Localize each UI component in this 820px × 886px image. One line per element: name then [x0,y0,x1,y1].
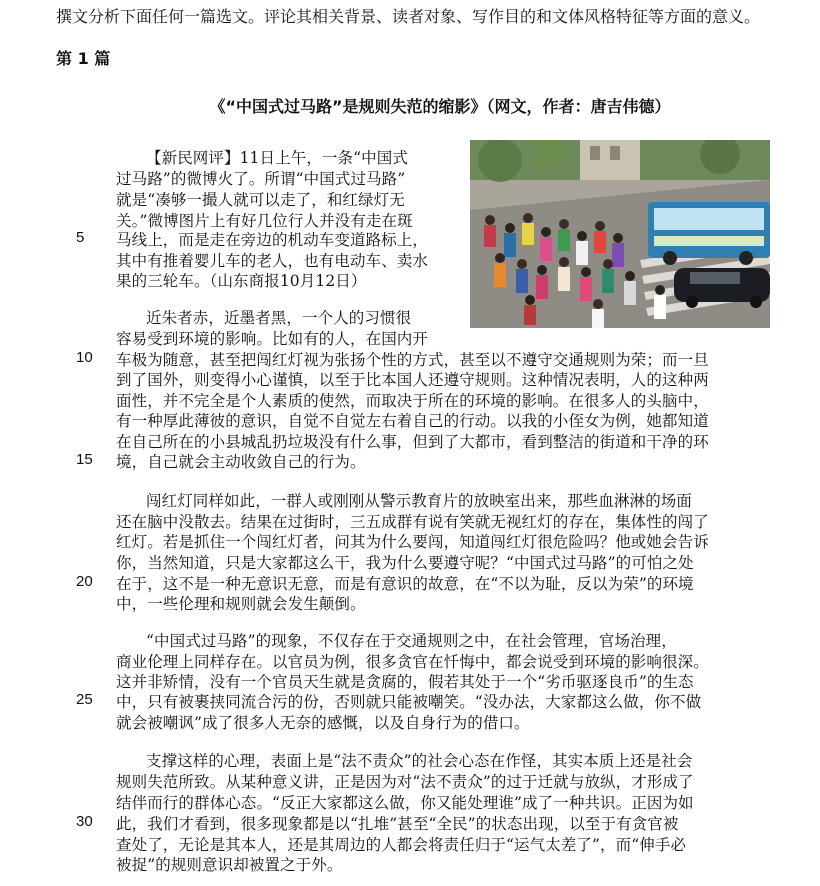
text-line: 在自己所在的小县城乱扔垃圾没有什么事，但到了大都市，看到整洁的街道和干净的环 [116,433,709,451]
text-line: 闯红灯同样如此，一群人或刚刚从警示教育片的放映室出来，那些血淋淋的场面 [146,492,693,510]
text-line: 此，我们才看到，很多现象都是以“扎堆”甚至“全民”的状态出现，以至于有贪官被 [116,815,679,833]
text-line: 结伴而行的群体心态。“反正大家都这么做，你又能处理谁”成了一种共识。正因为如 [116,794,694,812]
section-title: 第 1 篇 [56,49,111,68]
line-number: 5 [76,229,85,246]
text-line: “中国式过马路”的现象，不仅存在于交通规则之中，在社会管理，官场治理， [146,632,677,650]
text-line: 到了国外，则变得小心谨慎，以至于比本国人还遵守规则。这种情况表明，人的这种两 [116,371,709,389]
line-number: 20 [76,573,93,590]
text-line: 你，当然知道，只是大家都这么干，我为什么要遵守呢？“中国式过马路”的可怕之处 [116,554,694,572]
text-line: 查处了，无论是其本人，还是其周边的人都会将责任归于“运气太差了”，而“伸手必 [116,836,687,854]
text-line: 还在脑中没散去。结果在过街时，三五成群有说有笑就无视红灯的存在，集体性的闯了 [116,513,709,531]
text-line: 商业伦理上同样存在。以官员为例，很多贪官在忏悔中，都会说受到环境的影响很深。 [116,653,709,671]
text-line: 被捉”的规则意识却被置之于外。 [116,856,343,874]
text-line: 就会被嘲讽”成了很多人无奈的感慨，以及自身行为的借口。 [116,714,530,732]
text-line: 就是“凑够一撮人就可以走了，和红绿灯无 [116,191,405,209]
exam-instruction: 撰文分析下面任何一篇选文。评论其相关背景、读者对象、写作目的和文体风格特征等方面的意义。 [56,7,761,26]
text-line: 在于，这不是一种无意识无意，而是有意识的故意，在“不以为耻，反以为荣”的环境 [116,575,694,593]
line-number: 25 [76,691,93,708]
text-line: 容易受到环境的影响。比如有的人，在国内开 [116,330,429,348]
text-line: 马线上，而是走在旁边的机动车变道路标上， [116,231,429,249]
line-number: 30 [76,813,93,830]
text-line: 这并非矫情，没有一个官员天生就是贪腐的，假若其处于一个“劣币驱逐良币”的生态 [116,673,694,691]
text-line: 中，只有被裹挟同流合污的份，否则就只能被嘲笑。“没办法，大家都这么做，你不做 [116,693,702,711]
text-line: 红灯。若是抓住一个闯红灯者，问其为什么要闯，知道闯红灯很危险吗？他或她会告诉 [116,533,709,551]
text-line: 境，自己就会主动收敛自己的行为。 [116,453,366,471]
text-line: 车极为随意，甚至把闯红灯视为张扬个性的方式，甚至以不遵守交通规则为荣；而一旦 [116,351,709,369]
text-line: 面性，并不完全是个人素质的使然，而取决于所在的环境的影响。在很多人的头脑中， [116,392,709,410]
text-line: 其中有推着婴儿车的老人，也有电动车、卖水 [116,252,429,270]
text-line: 有一种厚此薄彼的意识，自觉不自觉左右着自己的行动。以我的小侄女为例，她都知道 [116,412,709,430]
text-line: 近朱者赤，近墨者黑，一个人的习惯很 [146,309,412,327]
text-line: 规则失范所致。从某种意义讲，正是因为对“法不责众”的过于迁就与放纵，才形成了 [116,773,694,791]
article-title: 《“中国式过马路”是规则失范的缩影》（网文，作者：唐吉伟德） [209,97,671,116]
text-line: 中，一些伦理和规则就会发生颠倒。 [116,595,366,613]
text-line: 【新民网评】11日上午，一条“中国式 [146,149,408,167]
street-crossing-photo [470,140,770,328]
line-number: 10 [76,349,93,366]
text-line: 果的三轮车。（山东商报10月12日） [116,272,367,290]
line-number: 15 [76,451,93,468]
text-line: 过马路”的微博火了。所谓“中国式过马路” [116,170,406,188]
text-line: 支撑这样的心理，表面上是“法不责众”的社会心态在作怪，其实本质上还是社会 [146,752,693,770]
text-line: 关。”微博图片上有好几位行人并没有走在斑 [116,212,413,230]
